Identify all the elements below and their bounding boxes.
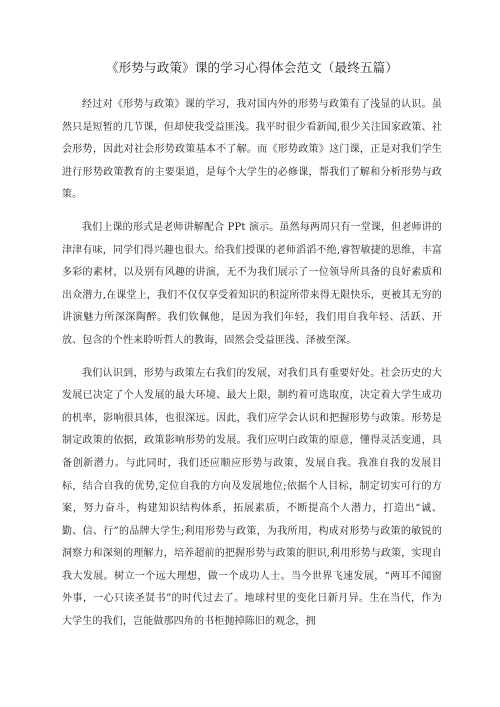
paragraph-3: 我们认识到，形势与政策左右我们的发展，对我们具有重要好处。社会历史的大发展已决定了个人发展的最大环境、最大上限，制约着可选取度，决定着大学生成功的机率，影响很具体，也很深远。因此，我们应学会认识和把握形势与政策。形势是制定政策的依据，政策影响形势的发展。我们应明白政策的原意，懂得灵活变通，具备创新潜力。与此同时，我们还应顺应形势与政策，发展自我。我准自我的发展目标，结合自我的优势,定位自我的方向及发展地位;依据个人目标，制定切实可行的方案，努力奋斗，构建知识结构体系，拓展素质，不断提高个人潜力，打造出“诚、勤、信、行”的品牌大学生;利用形势与政策，为我所用，构成对形势与政策的敏锐的洞察力和深刻的理解力，培养超前的把握形势与政策的胆识,利用形势与政策，实现自我大发展。树立一个远大理想，做一个成功人士。当今世界飞速发展，“两耳不闻窗外事，一心只读圣贤书”的时代过去了。地球村里的变化日新月异。生在当代，作为大学生的我们，岂能做那四角的书柜抛掉陈旧的观念，拥 [62, 367, 442, 628]
document-title: 《形势与政策》课的学习心得体会范文（最终五篇） [105, 60, 399, 75]
document-page [62, 58, 442, 644]
paragraph-1: 经过对《形势与政策》课的学习，我对国内外的形势与政策有了浅显的认识。虽然只是短暂的几节课，但却使我受益匪浅。我平时很少看新闻,很少关注国家政策、社会形势，因此对社会形势政策基本不了解。而《形势政策》这门课，正是对我们学生进行形势政策教育的主要渠道，是每个大学生的必修课，帮我们了解和分析形势与政策。 [62, 99, 442, 201]
paragraph-2: 我们上课的形式是老师讲解配合 PPt 演示。虽然每两周只有一堂课，但老师讲的津津有味，同学们得兴趣也很大。给我们授课的老师滔滔不绝,睿智敏捷的思维，丰富多彩的素材，以及别有风趣的讲演，无不为我们展示了一位领导所具备的良好素质和出众潜力,在课堂上，我们不仅仅享受着知识的积淀所带来得无限快乐，更被其无穷的讲演魅力所深深陶醉。我们钦佩他，是因为我们年轻，我们用自我年轻、活跃、开放、包含的个性来聆听哲人的教诲，固然会受益匪浅、泽被至深。 [62, 221, 442, 346]
